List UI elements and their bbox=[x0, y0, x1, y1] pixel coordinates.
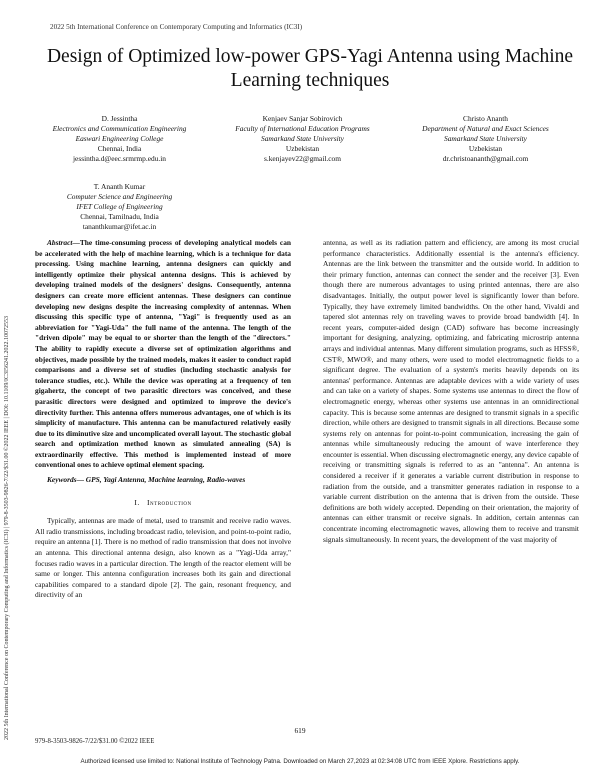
conference-header: 2022 5th International Conference on Contemporary Computing and Informatics (IC3I) bbox=[50, 23, 303, 31]
authors-row bbox=[28, 114, 578, 164]
author-city: Chennai, India bbox=[97, 144, 142, 153]
author-dept: Computer Science and Engineering bbox=[66, 192, 173, 201]
author-block bbox=[28, 114, 211, 164]
author-email: jessintha.d@eec.srmrmp.edu.in bbox=[72, 154, 166, 163]
section-heading bbox=[35, 498, 291, 509]
author-block bbox=[394, 114, 577, 164]
author-dept: Faculty of International Education Programs bbox=[235, 124, 370, 133]
author-city: Uzbekistan bbox=[468, 144, 503, 153]
abstract-lead: Abstract— bbox=[47, 238, 80, 247]
author-city: Uzbekistan bbox=[285, 144, 320, 153]
doi-side-strip bbox=[3, 120, 12, 740]
author-dept: Electronics and Communication Engineering bbox=[52, 124, 187, 133]
abstract-body: The time-consuming process of developing analytical models can be accelerated with the help of machine learning, which is a technique for data processing. Using machine learning, antenna designers can quickly and intelligently optimize their physical antenna designs. This is achieved by developing trained models of the designers' designs. Consequently, antenna designers can create more efficient antennas. These designers can continue developing new designs despite the increasing complexity of antennas. When discussing this specific type of antenna, "Yagi" is frequently used as an abbreviation for "Yagi-Uda" the full name of the antenna. The length of the "driven dipole" may be equal to or shorter than the length of the "directors." The ability to rapidly execute a diverse set of optimization algorithms and objectives, made possible by the trained models, makes it easier to conduct rapid comparisons and a diverse set of studies (including stochastic analysis for tolerance studies, etc.). While the device was operating at a frequency of ten gigahertz, the concept of two parasitic directors was conceived, and these parasitic directors were designed and optimized to improve the device's directivity further. This antenna offers numerous advantages, one of which is its simplicity of manufacture. This antenna can be manufactured relatively easily due to its diminutive size and uncomplicated overall layout. The stochastic global search and optimization method known as simulated annealing (SA) is extraordinarily effective. This method is implemented instead of more conventional ones to achieve optimal element spacing. bbox=[35, 238, 291, 470]
author-org: Samarkand State University bbox=[444, 134, 527, 143]
author-block bbox=[28, 182, 211, 232]
page-number: 619 bbox=[294, 726, 306, 735]
author-dept: Department of Natural and Exact Sciences bbox=[422, 124, 549, 133]
author-city: Chennai, Tamilnadu, India bbox=[80, 212, 159, 221]
intro-paragraph-left: Typically, antennas are made of metal, used to transmit and receive radio waves. All radio transmissions, including broadcast radio, television, and point-to-point radio, require an antenna [1]. There is no method of radio transmission that does not involve an antenna. This directional antenna design, also known as a "Yagi-Uda array," focuses radio waves in a particular direction. The length of the reactor element will be same or longer. This antenna configuration increases both its gain and directional capabilities compared to a standard dipole [2]. The gain, resonant frequency, and directivity of an bbox=[35, 516, 291, 600]
paper-title: Design of Optimized low-power GPS-Yagi Antenna using Machine Learning techniques bbox=[46, 46, 574, 91]
author-org: Samarkand State University bbox=[261, 134, 344, 143]
author-org: Easwari Engineering College bbox=[75, 134, 164, 143]
section-number: I. bbox=[134, 497, 140, 507]
abstract bbox=[35, 238, 291, 471]
doi-side-text: 2022 5th International Conference on Contemporary Computing and Informatics (IC3I) | 979-8-3503-9826-7/22/$31.00 ©2022 IEEE | DOI: 10.1109/IC3I56241.2022.10072553 bbox=[4, 316, 10, 740]
author-block bbox=[211, 114, 394, 164]
author-name: D. Jessintha bbox=[101, 114, 138, 123]
section-title: Introduction bbox=[147, 497, 192, 507]
license-footer: Authorized licensed use limited to: National Institute of Technology Patna. Downloaded on March 27,2023 at 02:34:08 UTC from IEEE Xplore. Restrictions apply. bbox=[80, 758, 520, 765]
right-column bbox=[323, 238, 579, 545]
author-email: dr.christoananth@gmail.com bbox=[442, 154, 529, 163]
left-column bbox=[35, 238, 291, 601]
author-email: s.kenjayev22@gmail.com bbox=[264, 154, 341, 163]
isbn-footer: 979-8-3503-9826-7/22/$31.00 ©2022 IEEE bbox=[35, 738, 155, 745]
author-email: tananthkumar@ifet.ac.in bbox=[82, 222, 157, 231]
keywords: Keywords— GPS, Yagi Antenna, Machine learning, Radio-waves bbox=[47, 475, 246, 485]
author-org: IFET College of Engineering bbox=[76, 202, 163, 211]
author-name: Kenjaev Sanjar Sobirovich bbox=[262, 114, 343, 123]
intro-paragraph-right: antenna, as well as its radiation pattern and efficiency, are among its most crucial performance characteristics. Additionally essential is the antenna's efficiency. Antennas are the link between the transmitter and the outside world. In addition to their primary function, antennas can connect the sender and the receiver [3]. Even though there are numerous advantages to using printed antennas, there are also disadvantages. Initially, the output power level is significantly lower than before. Typically, they have extremely limited bandwidths. On the other hand, Vivaldi and tapered slot antennas rely on traveling waves to provide broad bandwidth [4]. In recent years, computer-aided design (CAD) software has become increasingly important for designing, analyzing, optimizing, and fabricating microstrip antenna arrays and individual antennas. Many different simulation programs, such as HFSS®, CST®, MWO®, and many others, were used to model electromagnetic fields to a significant degree. The evaluation of a system's merits heavily depends on its antennas' performance. Antennas are adaptable devices with a wide variety of uses and can take on a variety of shapes. Some systems use antennas to direct the flow of electromagnetic energy, whereas other systems use antennas in an omnidirectional capacity. This is because some antennas are designed to transmit signals in a specific direction, while others are designed to transmit signals in all directions. Because some systems rely on antennas for point-to-point communication, increasing the gain of antennas while simultaneously reducing the amount of wave interference they encounter is essential. When discussing electromagnetic energy, any device capable of receiving or transmitting signals is referred to as an "antenna". An antenna is considered a receiver if it generates a variable current distribution in response to radiation from the outside, and a transmitter generates radiation in response to a variable current distribution on the antenna that is driven from the outside. These definitions are both widely accepted. Depending on their orientation, the majority of antennas can either transmit or receive signals. In addition, certain antennas can concentrate incoming electromagnetic waves, allowing them to receive and transmit signals simultaneously. In recent years, the development of the vast majority of bbox=[323, 238, 579, 544]
author-name: Christo Ananth bbox=[463, 114, 508, 123]
author-name: T. Ananth Kumar bbox=[93, 182, 146, 191]
